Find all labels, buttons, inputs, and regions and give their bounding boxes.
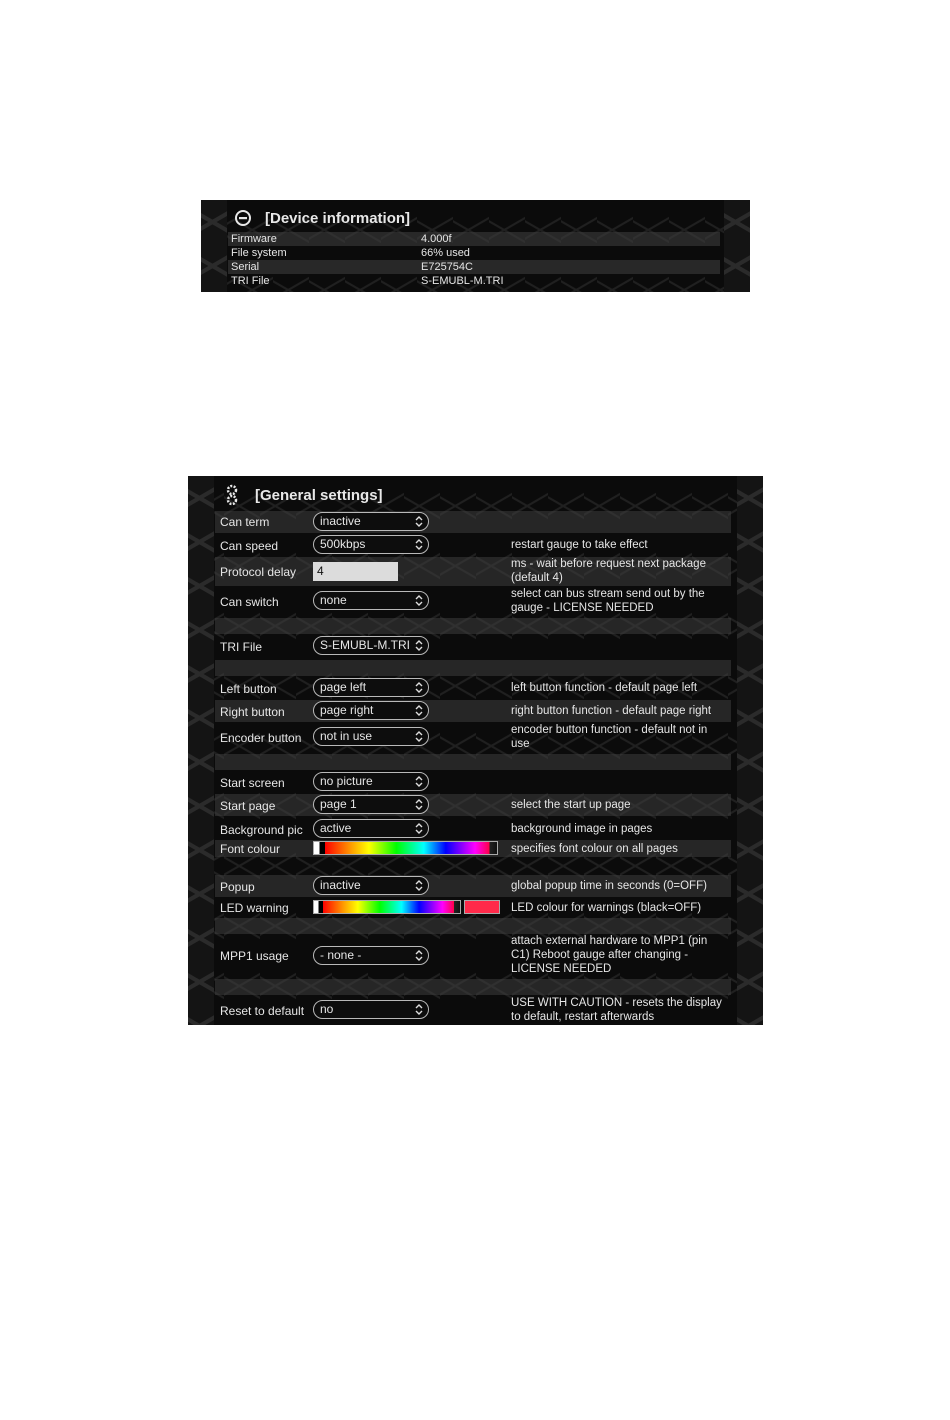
left-button-select[interactable] [313, 678, 429, 697]
info-label: TRI File [231, 275, 270, 287]
setting-row-left-button [215, 677, 731, 699]
mpp1-usage-select[interactable] [313, 946, 429, 965]
setting-row-reset-default [215, 996, 731, 1025]
select-arrows-icon [415, 639, 423, 652]
encoder-button-label: Encoder button [220, 731, 302, 745]
separator-row [215, 660, 731, 676]
setting-row-right-button [215, 700, 731, 722]
info-value: E725754C [421, 261, 473, 273]
can-switch-value: none [320, 593, 347, 607]
protocol-delay-description: ms - wait before request next package (default 4) [511, 558, 706, 584]
general-settings-title: [General settings] [255, 487, 383, 504]
select-arrows-icon [415, 681, 423, 694]
setting-row-start-screen [215, 771, 731, 793]
setting-row-background-pic [215, 818, 731, 840]
info-label: File system [231, 247, 287, 259]
info-value: 4.000f [421, 233, 452, 245]
reset-default-select[interactable] [313, 1000, 429, 1019]
select-arrows-icon [415, 879, 423, 892]
left-button-label: Left button [220, 682, 277, 696]
reset-default-value: no [320, 1002, 334, 1016]
info-value: 66% used [421, 247, 470, 259]
background-pic-label: Background pic [220, 823, 303, 837]
setting-row-led-warning [215, 897, 731, 917]
setting-row-mpp1-usage [215, 935, 731, 978]
can-term-value: inactive [320, 514, 361, 528]
collapse-minus-icon[interactable] [234, 209, 252, 232]
left-button-value: page left [320, 680, 367, 694]
can-switch-description: select can bus stream send out by the gauge - LICENSE NEEDED [511, 588, 705, 614]
can-switch-label: Can switch [220, 595, 279, 609]
start-page-value: page 1 [320, 797, 357, 811]
popup-description: global popup time in seconds (0=OFF) [511, 880, 707, 892]
setting-row-font-colour [215, 840, 731, 857]
right-button-description: right button function - default page right [511, 705, 712, 717]
protocol-delay-input[interactable]: 4 [313, 562, 398, 581]
can-term-label: Can term [220, 515, 270, 529]
info-row-serial [228, 260, 720, 274]
separator-row [215, 754, 731, 770]
start-screen-value: no picture [320, 774, 373, 788]
mpp1-usage-value: - none - [320, 948, 362, 962]
start-page-label: Start page [220, 799, 276, 813]
encoder-button-value: not in use [320, 729, 373, 743]
separator-row [215, 979, 731, 995]
select-arrows-icon [415, 730, 423, 743]
led-warning-description: LED colour for warnings (black=OFF) [511, 902, 702, 914]
select-arrows-icon [415, 1003, 423, 1016]
start-page-select[interactable] [313, 795, 429, 814]
select-arrows-icon [415, 775, 423, 788]
popup-label: Popup [220, 880, 255, 894]
font-colour-description: specifies font colour on all pages [511, 843, 678, 855]
setting-row-encoder-button [215, 723, 731, 752]
background-pic-select[interactable] [313, 819, 429, 838]
reset-default-label: Reset to default [220, 1004, 305, 1018]
right-button-label: Right button [220, 705, 285, 719]
background-pic-value: active [320, 821, 352, 835]
info-row-firmware [228, 232, 720, 246]
led-warning-label: LED warning [220, 901, 289, 915]
select-arrows-icon [415, 704, 423, 717]
setting-row-can-speed [215, 534, 731, 556]
can-speed-description: restart gauge to take effect [511, 539, 648, 551]
info-row-file-system [228, 246, 720, 260]
start-screen-select[interactable] [313, 772, 429, 791]
left-button-description: left button function - default page left [511, 682, 698, 694]
setting-row-tri-file [215, 635, 731, 658]
reset-default-description: USE WITH CAUTION - resets the display to default, restart afterwards [511, 997, 722, 1023]
select-arrows-icon [415, 822, 423, 835]
led-warning-selected-swatch [464, 900, 500, 914]
font-colour-label: Font colour [220, 842, 281, 856]
background-pic-description: background image in pages [511, 823, 653, 835]
info-label: Firmware [231, 233, 277, 245]
tri-file-value: S-EMUBL-M.TRI [320, 638, 410, 652]
popup-select[interactable] [313, 876, 429, 895]
device-information-title: [Device information] [265, 210, 411, 227]
tri-file-select[interactable] [313, 636, 429, 655]
popup-value: inactive [320, 878, 361, 892]
encoder-button-select[interactable] [313, 727, 429, 746]
start-screen-label: Start screen [220, 776, 285, 790]
setting-row-can-switch [215, 587, 731, 616]
separator-row [215, 618, 731, 634]
tri-file-label: TRI File [220, 640, 262, 654]
protocol-delay-label: Protocol delay [220, 565, 297, 579]
select-arrows-icon [415, 515, 423, 528]
separator-row [215, 918, 731, 934]
encoder-button-description: encoder button function - default not in use [511, 724, 708, 750]
info-row-tri-file [228, 274, 720, 288]
can-term-select[interactable] [313, 512, 429, 531]
gears-icon [223, 484, 241, 511]
select-arrows-icon [415, 594, 423, 607]
info-label: Serial [231, 261, 260, 273]
right-button-value: page right [320, 703, 374, 717]
setting-row-can-term [215, 511, 731, 533]
select-arrows-icon [415, 949, 423, 962]
info-value: S-EMUBL-M.TRI [421, 275, 504, 287]
separator-row [215, 858, 731, 874]
select-arrows-icon [415, 798, 423, 811]
select-arrows-icon [415, 538, 423, 551]
setting-row-popup [215, 875, 731, 897]
start-page-description: select the start up page [511, 799, 631, 811]
mpp1-usage-description: attach external hardware to MPP1 (pin C1) Reboot gauge after changing - LICENSE NEEDED [511, 935, 708, 975]
can-speed-select[interactable] [313, 535, 429, 554]
font-colour-picker[interactable] [313, 841, 498, 855]
can-speed-label: Can speed [220, 539, 279, 553]
led-warning-colour-picker[interactable] [313, 900, 461, 914]
can-switch-select[interactable] [313, 591, 429, 610]
mpp1-usage-label: MPP1 usage [220, 949, 289, 963]
general-settings-panel [188, 476, 763, 1025]
right-button-select[interactable] [313, 701, 429, 720]
setting-row-start-page [215, 794, 731, 816]
can-speed-value: 500kbps [320, 537, 366, 551]
setting-row-protocol-delay [215, 557, 731, 586]
device-information-panel [201, 200, 750, 292]
